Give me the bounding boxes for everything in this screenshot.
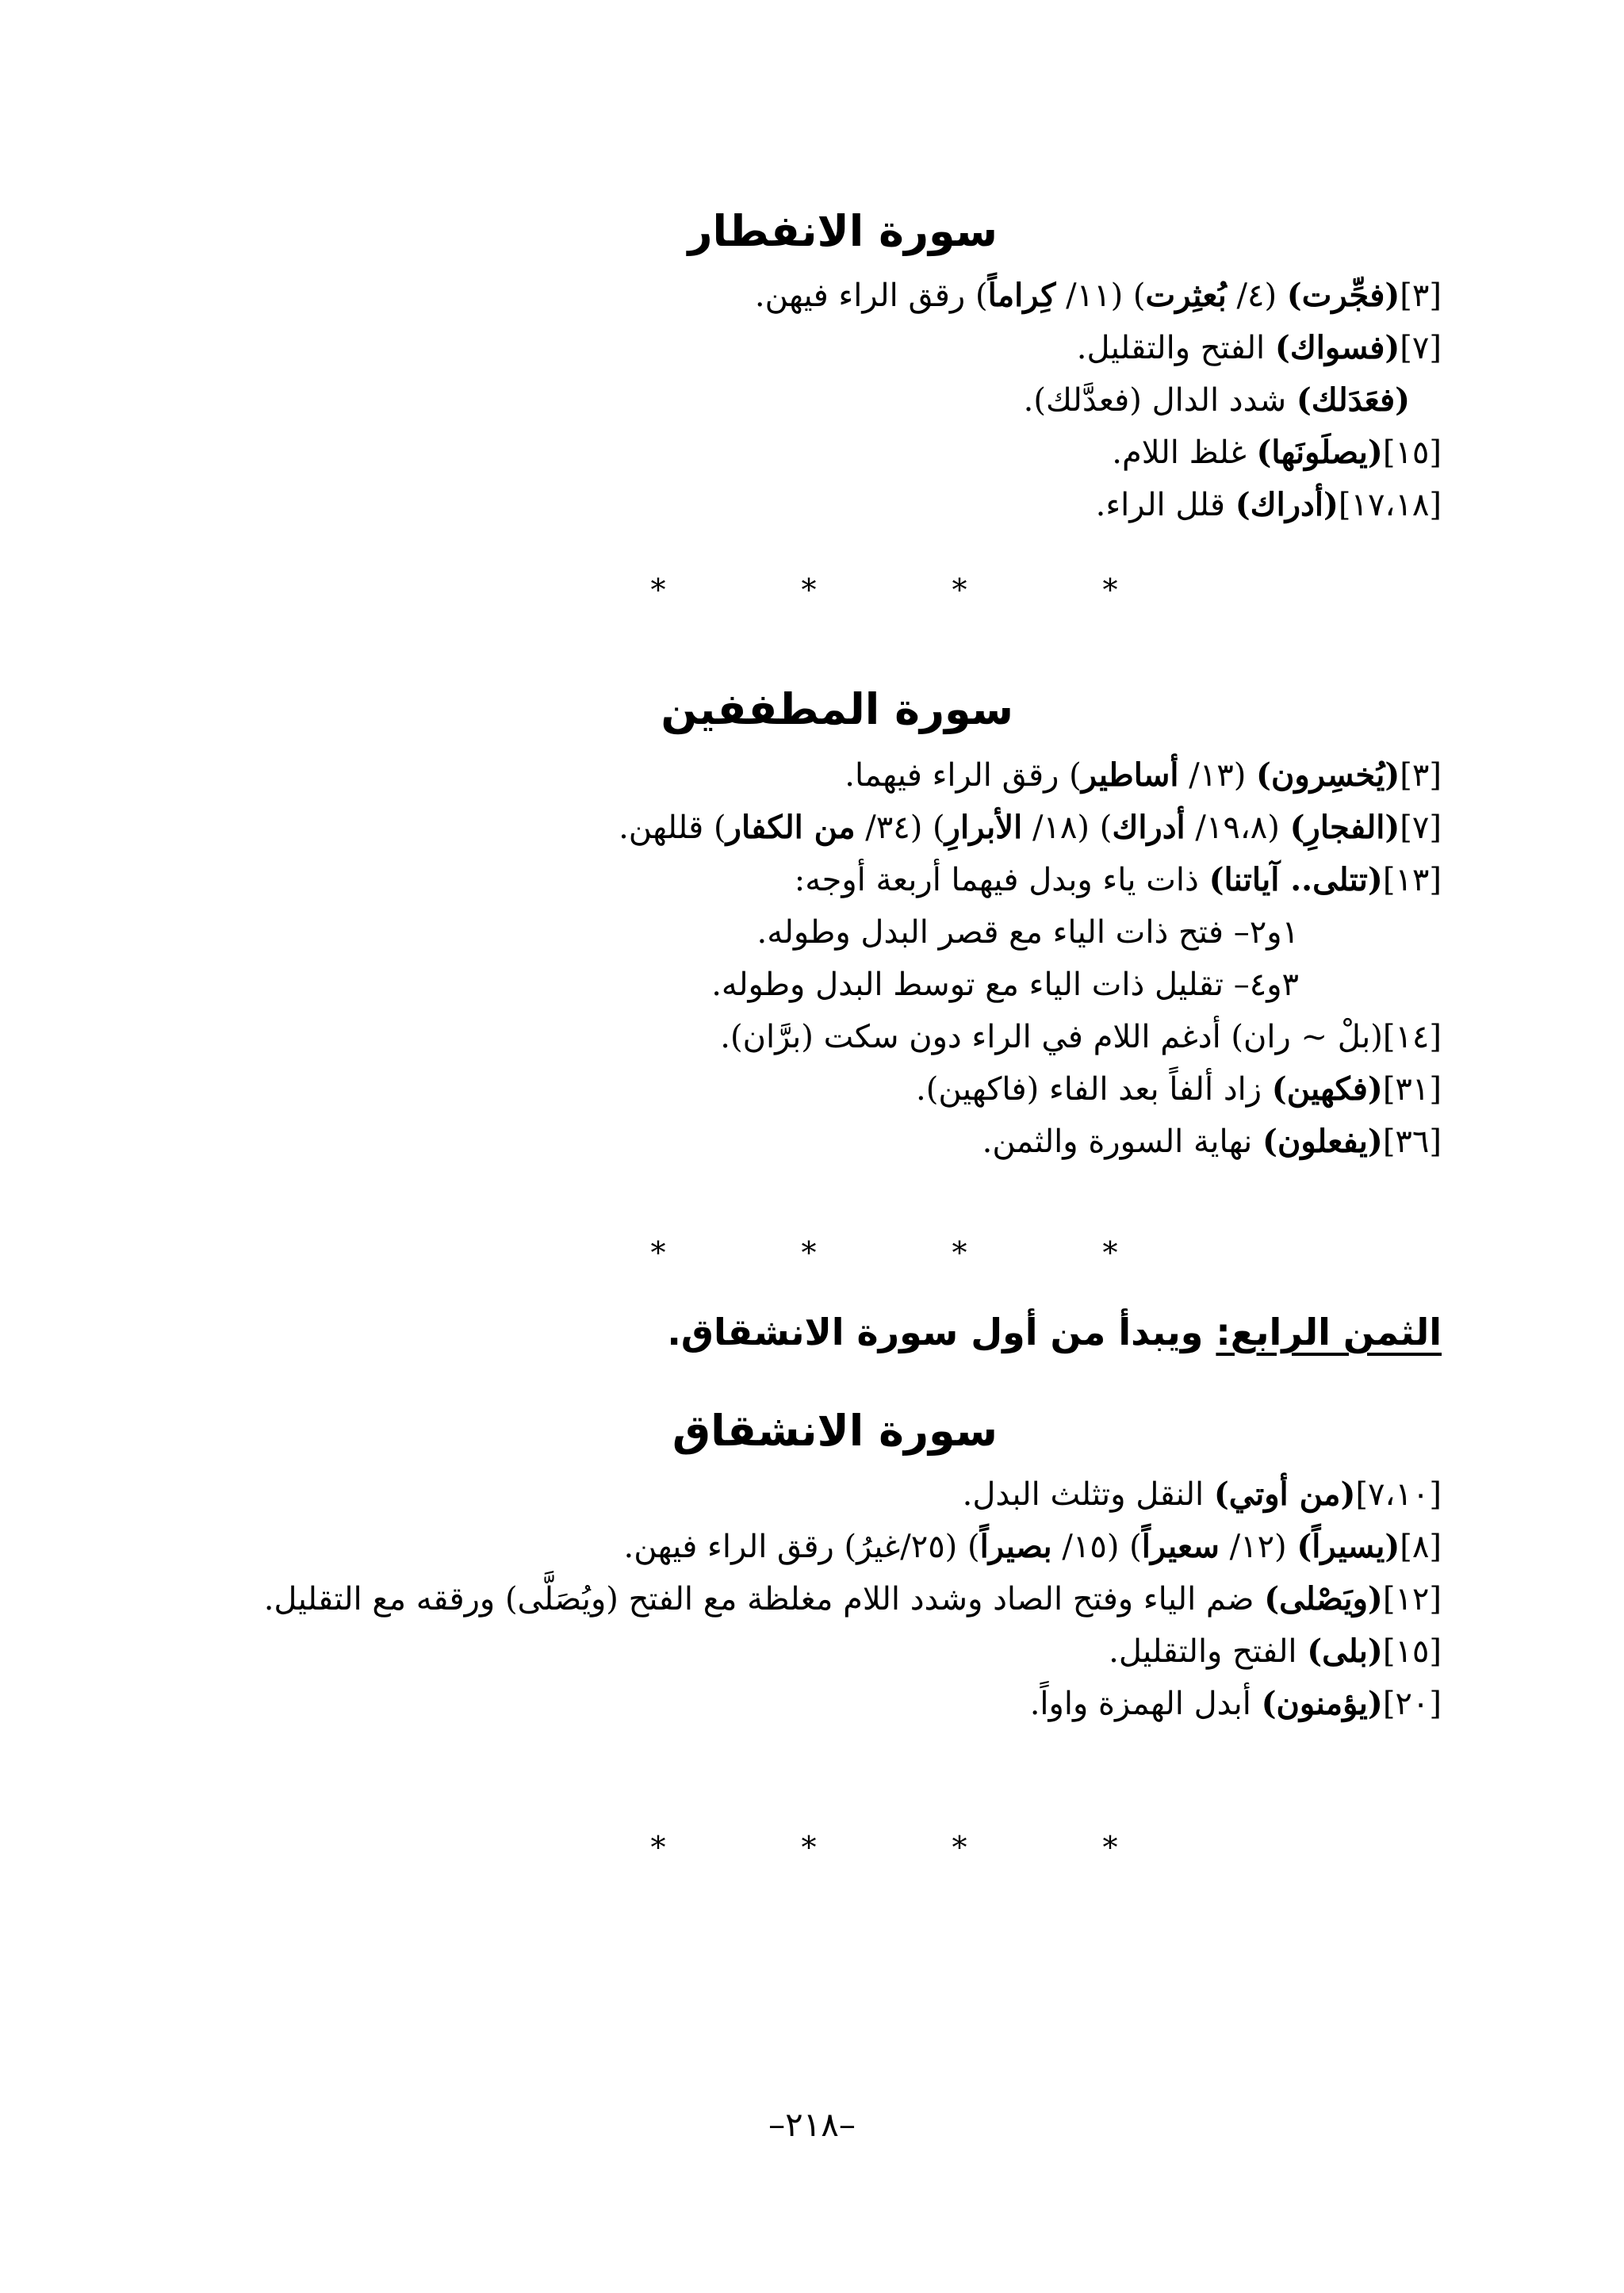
list-item: [٧](فسواك) الفتح والتقليل. xyxy=(1076,329,1442,366)
separator-stars: * * * * xyxy=(650,1235,1118,1270)
list-item: [١٣](تتلى.. آياتنا) ذات ياء وبدل فيهما أربعة أوجه: xyxy=(794,861,1442,898)
list-item: ١و٢– فتح ذات الياء مع قصر البدل وطوله. xyxy=(756,914,1299,951)
list-item: ٣و٤– تقليل ذات الياء مع توسط البدل وطوله. xyxy=(711,967,1299,1003)
separator-stars: * * * * xyxy=(650,572,1118,607)
page-number: –٢١٨– xyxy=(768,2105,856,2144)
list-item: [٣١](فكهين) زاد ألفاً بعد الفاء (فاكهين). xyxy=(916,1070,1442,1108)
separator-stars: * * * * xyxy=(650,1830,1118,1865)
list-item: [٢٠](يؤمنون) أبدل الهمزة واواً. xyxy=(1029,1685,1442,1722)
section-title-mutaffifin: سورة المطففين xyxy=(661,684,1013,734)
section-title-infitar: سورة الانفطار xyxy=(688,206,998,256)
section-mutaffifin-body xyxy=(173,749,1442,1168)
list-item: (فعَدَلك) شدد الدال (فعدَّلك). xyxy=(1023,381,1410,419)
list-item: [١٧،١٨](أدراك) قلل الراء. xyxy=(1095,486,1442,523)
list-item: [١٢](ويَصْلى) ضم الياء وفتح الصاد وشدد اللام مغلظة مع الفتح (ويُصَلَّى) ورققه مع التقليل. xyxy=(263,1580,1442,1617)
list-item: [٨](يسيراً) (١٢/ سعيراً) (١٥/ بصيراً) (٢٥/غيرُ) رقق الراء فيهن. xyxy=(623,1528,1442,1565)
section-title-inshiqaq: سورة الانشقاق xyxy=(672,1406,998,1456)
fourth-eighth-heading: الثمن الرابع: ويبدأ من أول سورة الانشقاق. xyxy=(667,1311,1442,1353)
section-inshiqaq-body xyxy=(117,1468,1442,1730)
list-item: [٣](يُخسِرون) (١٣/ أساطير) رقق الراء فيهما. xyxy=(845,756,1442,794)
list-item: [٧](الفجارِ) (١٩،٨/ أدراك) (١٨/ الأبرارِ) (٣٤/ من الكفار) قللهن. xyxy=(619,809,1442,846)
section-infitar-body xyxy=(173,270,1442,531)
list-item: [٧،١٠](من أوتي) النقل وتثلث البدل. xyxy=(962,1476,1442,1513)
list-item: [٣](فجِّرت) (٤/ بُعثِرت) (١١/ كِراماً) رقق الراء فيهن. xyxy=(754,277,1442,314)
list-item: [١٤](بلْ ~ ران) أدغم اللام في الراء دون سكت (برَّان). xyxy=(720,1019,1442,1055)
list-item: [٣٦](يفعلون) نهاية السورة والثمن. xyxy=(982,1123,1442,1160)
list-item: [١٥](بلى) الفتح والتقليل. xyxy=(1109,1633,1442,1670)
list-item: [١٥](يصلَونَها) غلظ اللام. xyxy=(1112,434,1442,471)
